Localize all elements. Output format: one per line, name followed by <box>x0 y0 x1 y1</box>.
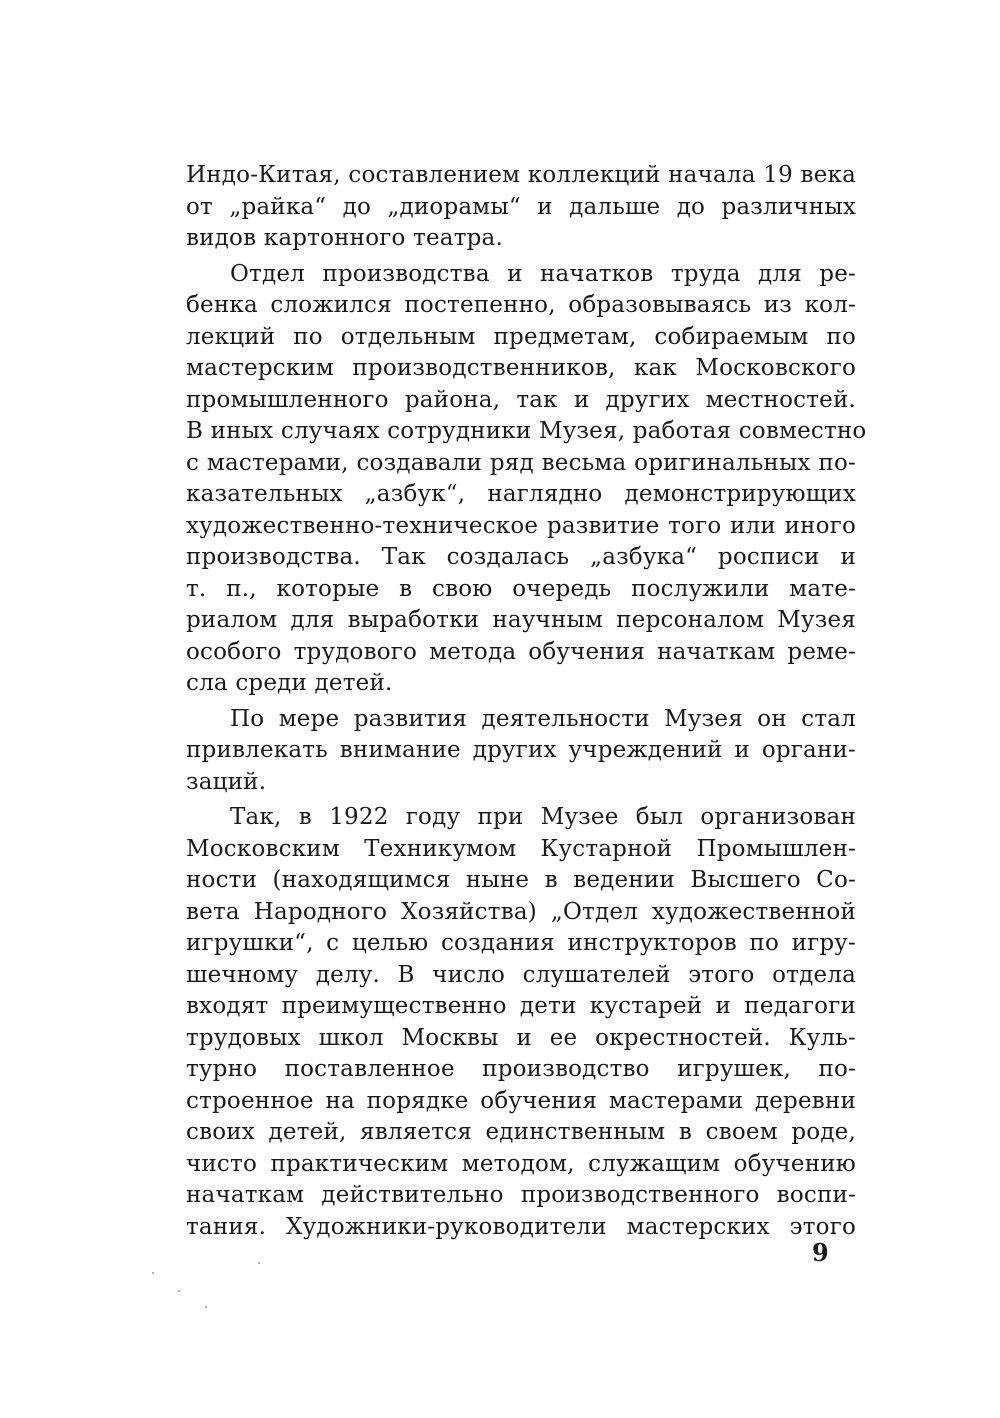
text-line: сла среди детей. <box>186 670 393 696</box>
paragraph <box>186 160 856 255</box>
text-line: чисто практическим методом, служащим обучению <box>186 1150 856 1177</box>
text-line: привлекать внимание других учреждений и органи- <box>186 737 856 763</box>
scan-speck <box>258 1262 260 1264</box>
text-line: входят преимущественно дети кустарей и педагоги <box>186 993 856 1019</box>
text-line: тания. Художники-руководители мастерских этого <box>186 1213 856 1240</box>
paragraph <box>186 259 867 700</box>
text-line: промышленного района, так и других местностей. <box>186 386 856 413</box>
text-line: т. п., которые в свою очередь послужили мате- <box>186 575 856 602</box>
text-line: заций. <box>186 768 267 795</box>
text-line: По мере развития деятельности Музея он стал <box>230 705 856 732</box>
scan-speck <box>178 1290 180 1292</box>
text-line: художественно-техническое развитие того или иного <box>186 512 856 539</box>
text-line: риалом для выработки научным персоналом Музея <box>186 607 856 633</box>
text-line: лекций по отдельным предметам, собираемым по <box>186 323 856 350</box>
text-line: вета Народного Хозяйства) „Отдел художественной <box>186 898 856 925</box>
text-line: начаткам действительно производственного воспи- <box>186 1182 856 1208</box>
text-line: особого трудового метода обучения начаткам реме- <box>186 638 856 665</box>
text-line: В иных случаях сотрудники Музея, работая совместно <box>186 418 867 444</box>
text-line: производства. Так создалась „азбука“ росписи и <box>186 544 856 570</box>
text-line: бенка сложился постепенно, образовываясь из кол- <box>186 292 856 318</box>
text-line: игрушки“, с целью создания инструкторов по игру- <box>186 930 856 956</box>
page-number: 9 <box>812 1238 829 1267</box>
body-text <box>186 160 867 1243</box>
scan-speck <box>152 1272 154 1274</box>
text-line: шечному делу. В число слушателей этого отдела <box>186 961 856 988</box>
text-line: от „райка“ до „диорамы“ и дальше до различных <box>186 193 856 220</box>
text-line: Отдел производства и начатков труда для ре- <box>230 260 856 287</box>
text-line: мастерским производственников, как Московского <box>186 355 856 381</box>
text-line: Так, в 1922 году при Музее был организован <box>230 804 856 830</box>
text-line: своих детей, является единственным в своем роде, <box>186 1119 856 1145</box>
paragraph <box>186 704 856 799</box>
text-line: турно поставленное производство игрушек, по- <box>186 1056 856 1082</box>
text-line: Московским Техникумом Кустарной Промышлен- <box>186 835 856 862</box>
text-line: видов картонного театра. <box>186 225 503 251</box>
scan-speck <box>205 1306 207 1308</box>
text-line: строенное на порядке обучения мастерами деревни <box>186 1087 856 1114</box>
text-line: казательных „азбук“, наглядно демонстрирующих <box>186 481 856 507</box>
text-line: трудовых школ Москвы и ее окрестностей. Куль- <box>186 1024 856 1051</box>
text-line: Индо-Китая, составлением коллекций начала 19 века <box>186 162 856 188</box>
text-line: с мастерами, создавали ряд весьма оригинальных по- <box>186 449 856 476</box>
paragraph <box>186 802 856 1243</box>
text-line: ности (находящимся ныне в ведении Высшего Со- <box>186 867 856 893</box>
